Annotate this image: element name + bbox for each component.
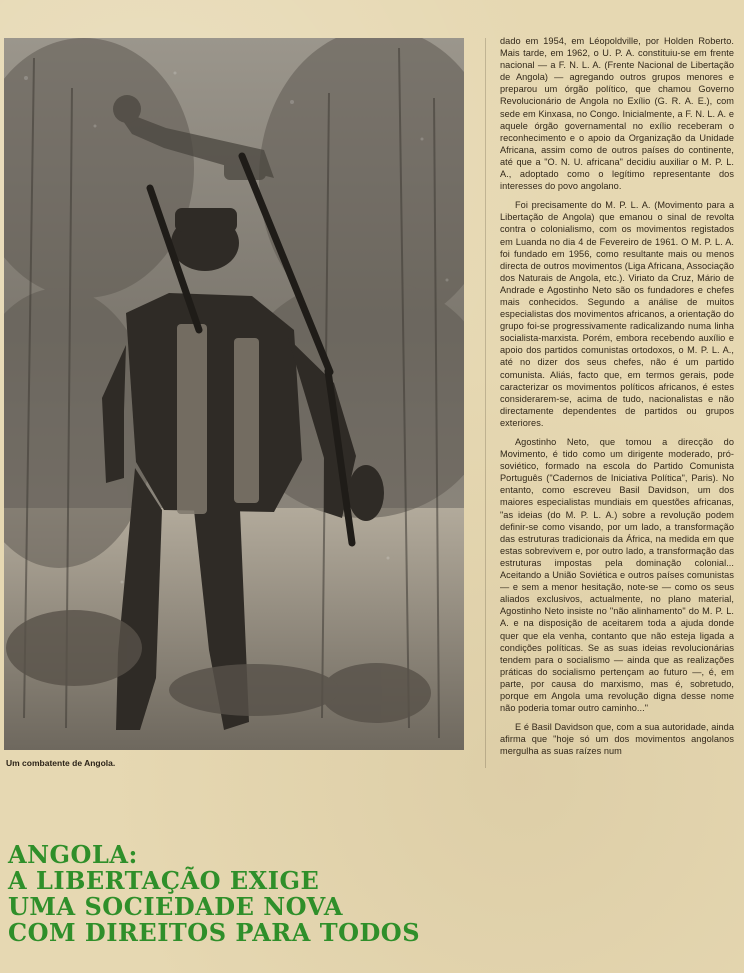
- article-paragraph-2: Foi precisamente do M. P. L. A. (Movimento para a Libertação de Angola) que emanou o sinal de revolta contra o colonialismo, com os movimentos registados em Luanda no dia 4 de Fevereiro de 1961. O M. P. L. A. foi fundado em 1956, como resultante mais ou menos directa de outros movimentos (Liga Africana, Associação dos Naturais de Angola, etc.). Viriato da Cruz, Mário de Andrade e Agostinho Neto são os fundadores e chefes mais conhecidos. Segundo a análise de muitos especialistas dos movimentos africanos, a orientação do grupo foi-se progressivamente radicalizando numa linha socialista-marxista. Porém, embora recebendo auxílio e apoio dos partidos comunistas ortodoxos, o M. P. L. A., até no dizer dos seus chefes, não é um partido comunista. Aliás, facto que, em termos gerais, pode caracterizar os movimentos políticos africanos, é estes considerarem-se, acima de tudo, nacionalistas e não directamente dependentes de partidos ou grupos exteriores.: [500, 200, 734, 428]
- column-divider: [485, 38, 486, 768]
- headline-line-2: A LIBERTAÇÃO EXIGE: [8, 866, 320, 895]
- article-paragraph-4: E é Basil Davidson que, com a sua autoridade, ainda afirma que "hoje só um dos movimentos angolanos mergulha as suas raízes num: [500, 722, 734, 757]
- soldier-photo-illustration: [4, 38, 464, 750]
- headline-line-4: COM DIREITOS PARA TODOS: [8, 918, 421, 947]
- headline: [8, 842, 470, 946]
- headline-line-3: UMA SOCIEDADE NOVA: [8, 892, 344, 921]
- headline-line-1: ANGOLA:: [8, 840, 138, 869]
- article-column: [500, 35, 734, 764]
- photo-caption: Um combatente de Angola.: [6, 758, 116, 768]
- article-paragraph-3: Agostinho Neto, que tomou a direcção do Movimento, é tido como um dirigente moderado, pró-soviético, formado na escola do Partido Comunista Português ("Cadernos de Iniciativa Política", Paris). No entanto, como escreveu Basil Davidson, um dos maiores especialistas mundiais em questões africanas, "as ideias (do M. P. L. A.) sobre a revolução podem definir-se como visando, por um lado, a transformação das estruturas tradicionais da África, na medida em que estas sobrevivem e, por outro lado, a transformação das estruturas impostas pela dominação colonial... Aceitando a União Soviética e outros países comunistas — e sem a menor hesitação, note-se — como os seus aliados exclusivos, actualmente, no plano material, Agostinho Neto insiste no "não alinhamento" do M. P. L. A. e na disposição de aceitarem toda a ajuda donde quer que ela venha, contanto que não esteja ligada a condições políticas. Se as suas ideias revolucionárias tendem para o socialismo — ainda que as realizações práticas do socialismo pertençam ao futuro —, é, em parte, por causa do marxismo, mas é, sobretudo, porque em Angola uma revolução digna desse nome não poderia tomar outro caminho...": [500, 437, 734, 714]
- article-paragraph-1: dado em 1954, em Léopoldville, por Holden Roberto. Mais tarde, em 1962, o U. P. A. constituiu-se em frente nacional — a F. N. L. A. (Frente Nacional de Libertação de Angola) — agregando outros grupos menores e preparou um órgão político, que chamou Governo Revolucionário de Angola no Exílio (G. R. A. E.), com sede em Kinxasa, no Congo. Inicialmente, a F. N. L. A. e aquele órgão governamental no exílio receberam o reconhecimento e o apoio da Organização da Unidade Africana, assim como de outros países do continente, até que a "O. N. U. africana" decidiu auxiliar o M. P. L. A., adoptado como o legítimo representante dos interesses do povo angolano.: [500, 36, 734, 192]
- soldier-photo: [4, 38, 464, 750]
